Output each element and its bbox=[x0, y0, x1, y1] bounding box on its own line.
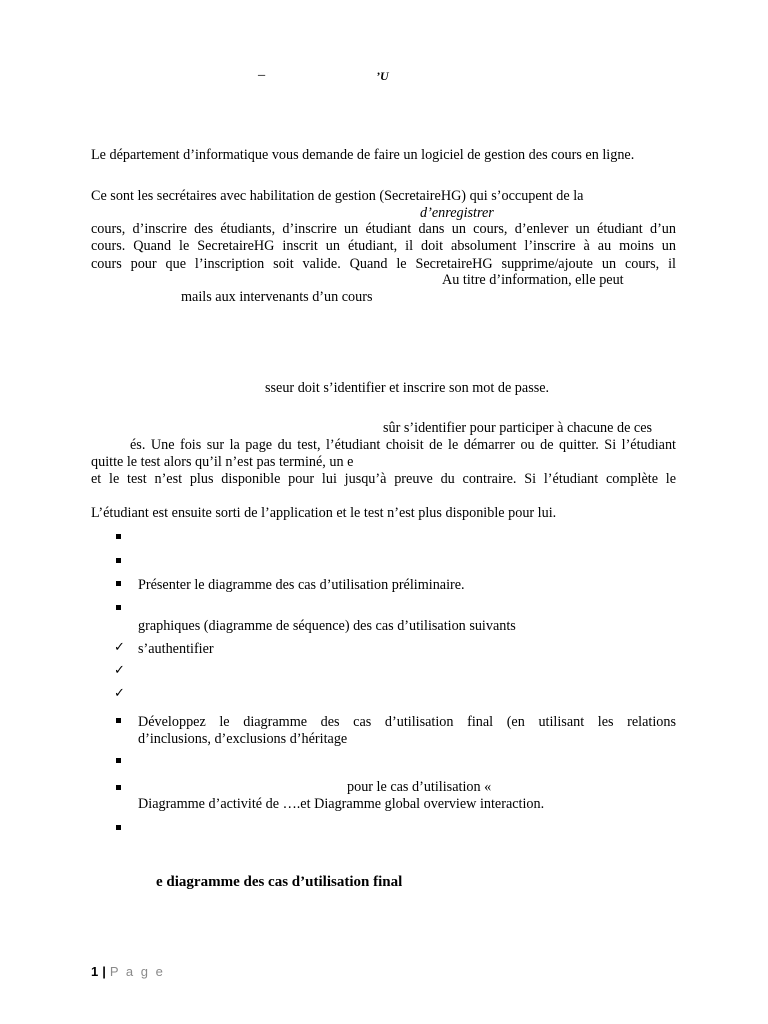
list-item-final-diagram-line1: Développez le diagramme des cas d’utilisation final (en utilisant les relations bbox=[138, 714, 676, 730]
paragraph-secretary-line7: mails aux intervenants d’un cours bbox=[181, 289, 373, 305]
header-mark: ’U bbox=[376, 69, 389, 83]
paragraph-secretary-line6: Au titre d’information, elle peut bbox=[442, 272, 624, 288]
page-footer bbox=[91, 964, 165, 979]
paragraph-secretary-line5: cours pour que l’inscription soit valide. Quand le SecretaireHG supprime/ajoute un cours, il bbox=[91, 256, 676, 272]
paragraph-student-line2: és. Une fois sur la page du test, l’étudiant choisit de le démarrer ou de quitter. Si l’étudiant bbox=[130, 437, 676, 453]
page-number: 1 bbox=[91, 964, 99, 979]
paragraph-secretary-line1: Ce sont les secrétaires avec habilitation de gestion (SecretaireHG) qui s’occupent de la bbox=[91, 188, 584, 204]
paragraph-student-line4: et le test n’est plus disponible pour lui jusqu’à preuve du contraire. Si l’étudiant complète le bbox=[91, 471, 676, 487]
bullet-icon bbox=[116, 785, 121, 790]
paragraph-secretary-line3: cours, d’inscrire des étudiants, d’inscrire un étudiant dans un cours, d’enlever un étudiant d’un bbox=[91, 221, 676, 237]
bullet-icon bbox=[116, 825, 121, 830]
paragraph-intro: Le département d’informatique vous demande de faire un logiciel de gestion des cours en ligne. bbox=[91, 147, 635, 163]
checkmark-icon: ✓ bbox=[114, 663, 125, 678]
bullet-icon bbox=[116, 605, 121, 610]
footer-separator: | bbox=[102, 964, 106, 979]
paragraph-professor: sseur doit s’identifier et inscrire son mot de passe. bbox=[265, 380, 550, 396]
page-label: P a g e bbox=[109, 964, 165, 979]
bullet-icon bbox=[116, 581, 121, 586]
list-item-use-case-line2: Diagramme d’activité de ….et Diagramme global overview interaction. bbox=[138, 796, 545, 812]
bullet-icon bbox=[116, 758, 121, 763]
list-item-use-case-line1: pour le cas d’utilisation « bbox=[347, 779, 492, 795]
paragraph-exit: L’étudiant est ensuite sorti de l’application et le test n’est plus disponible pour lui. bbox=[91, 505, 557, 521]
bullet-icon bbox=[116, 558, 121, 563]
paragraph-student-line3: quitte le test alors qu’il n’est pas terminé, un e bbox=[91, 454, 354, 470]
bullet-icon bbox=[116, 718, 121, 723]
checkmark-icon: ✓ bbox=[114, 686, 125, 701]
list-item-preliminary-diagram: Présenter le diagramme des cas d’utilisation préliminaire. bbox=[138, 577, 465, 593]
bullet-icon bbox=[116, 534, 121, 539]
paragraph-student-line1: sûr s’identifier pour participer à chacune de ces bbox=[383, 420, 653, 436]
header-dash: – bbox=[258, 67, 266, 83]
paragraph-secretary-line4: cours. Quand le SecretaireHG inscrit un étudiant, il doit absolument l’inscrire à au moins un bbox=[91, 238, 676, 254]
check-item-authenticate: s’authentifier bbox=[138, 641, 214, 657]
paragraph-secretary-italic: d’enregistrer bbox=[420, 205, 494, 221]
list-item-sequence-diagrams: graphiques (diagramme de séquence) des cas d’utilisation suivants bbox=[138, 618, 516, 634]
section-heading: e diagramme des cas d’utilisation final bbox=[156, 874, 403, 890]
list-item-final-diagram-line2: d’inclusions, d’exclusions d’héritage bbox=[138, 731, 348, 747]
checkmark-icon: ✓ bbox=[114, 640, 125, 655]
